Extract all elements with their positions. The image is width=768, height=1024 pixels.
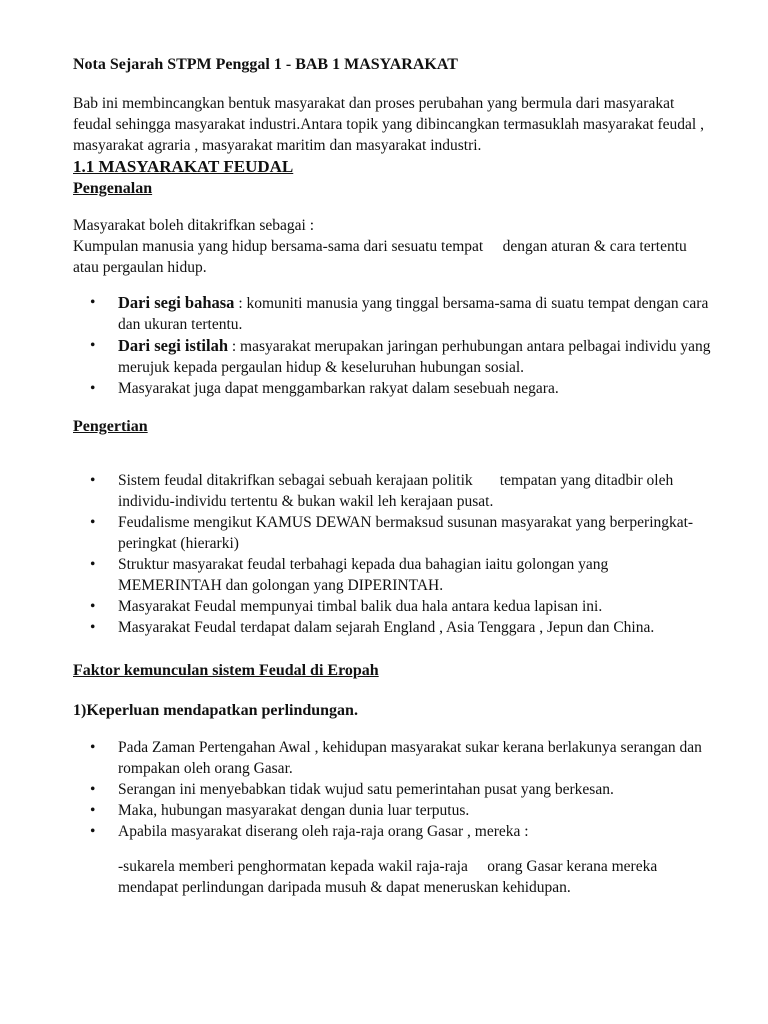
list-item-lead: Dari segi istilah — [118, 336, 228, 355]
definition-paragraph — [73, 215, 714, 278]
list-item: • Maka, hubungan masyarakat dengan dunia luar terputus. — [73, 800, 714, 821]
pengenalan-heading: Pengenalan — [73, 180, 153, 197]
list-item: • Pada Zaman Pertengahan Awal , kehidupan masyarakat sukar kerana berlakunya serangan dan rompakan oleh orang Gasar. — [73, 737, 714, 779]
definition-line-1: Masyarakat boleh ditakrifkan sebagai : — [73, 217, 315, 234]
list-item-text: Masyarakat juga dapat menggambarkan rakyat dalam sesebuah negara. — [118, 380, 559, 397]
pengenalan-list — [73, 292, 714, 399]
list-item — [73, 378, 714, 399]
list-item: • Feudalisme mengikut KAMUS DEWAN bermaksud susunan masyarakat yang berperingkat-peringkat (hierarki) — [73, 512, 714, 554]
list-item: • Struktur masyarakat feudal terbahagi kepada dua bahagian iaitu golongan yang MEMERINTAH dan golongan yang DIPERINTAH. — [73, 554, 714, 596]
list-item — [73, 335, 714, 378]
section-heading: 1.1 MASYARAKAT FEUDAL — [73, 157, 294, 176]
intro-paragraph: Bab ini membincangkan bentuk masyarakat dan proses perubahan yang bermula dari masyarakat feudal sehingga masyarakat industri.Antara topik yang dibincangkan termasuklah masyarakat feudal , masyarakat agraria , masyarakat maritim dan masyarakat industri. — [73, 95, 704, 154]
faktor-list — [73, 737, 714, 842]
list-item-text: : komuniti manusia yang tinggal bersama-sama di suatu tempat dengan cara dan ukuran tertentu. — [118, 295, 709, 333]
list-item — [73, 292, 714, 335]
pengertian-heading: Pengertian — [73, 418, 148, 435]
list-item: • Sistem feudal ditakrifkan sebagai sebuah kerajaan politik tempatan yang ditadbir oleh individu-individu tertentu & bukan wakil leh kerajaan pusat. — [73, 470, 714, 512]
pengertian-list — [73, 470, 714, 638]
document-title: Nota Sejarah STPM Penggal 1 - BAB 1 MASYARAKAT — [73, 56, 458, 73]
list-item-text: : masyarakat merupakan jaringan perhubungan antara pelbagai individu yang merujuk kepada pergaulan hidup & keseluruhan hubungan sosial. — [118, 338, 711, 376]
list-item: • Serangan ini menyebabkan tidak wujud satu pemerintahan pusat yang berkesan. — [73, 779, 714, 800]
faktor-sub-paragraph: -sukarela memberi penghormatan kepada wakil raja-raja orang Gasar kerana mereka mendapat perlindungan daripada musuh & dapat meneruskan kehidupan. — [118, 858, 662, 896]
faktor-heading: Faktor kemunculan sistem Feudal di Eropah — [73, 662, 379, 679]
list-item: • Masyarakat Feudal terdapat dalam sejarah England , Asia Tenggara , Jepun dan China. — [73, 617, 714, 638]
definition-line-2: Kumpulan manusia yang hidup bersama-sama dari sesuatu tempat dengan aturan & cara tertentu atau pergaulan hidup. — [73, 238, 691, 276]
faktor-sub-heading: 1)Keperluan mendapatkan perlindungan. — [73, 702, 358, 719]
list-item: • Masyarakat Feudal mempunyai timbal balik dua hala antara kedua lapisan ini. — [73, 596, 714, 617]
list-item: • Apabila masyarakat diserang oleh raja-raja orang Gasar , mereka : — [73, 821, 714, 842]
list-item-lead: Dari segi bahasa — [118, 293, 235, 312]
